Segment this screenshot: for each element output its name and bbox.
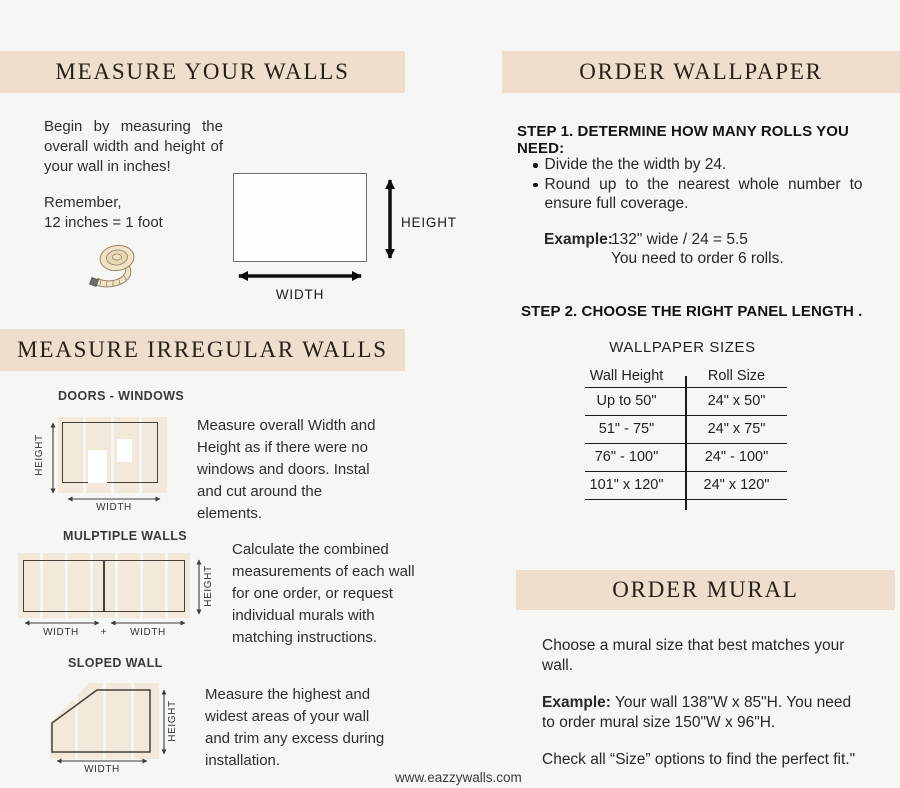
height-arrow-icon bbox=[46, 417, 60, 499]
bullet-text: Divide the the width by 24. bbox=[544, 156, 727, 173]
doors-windows-wall-outline bbox=[62, 422, 158, 483]
example-result: You need to order 6 rolls. bbox=[611, 250, 784, 267]
order-mural-title: ORDER MURAL bbox=[612, 577, 799, 602]
mural-intro-text: Choose a mural size that best matches your wall. bbox=[542, 637, 845, 674]
doors-windows-heading: DOORS - WINDOWS bbox=[58, 389, 185, 403]
bullet-item bbox=[533, 175, 863, 214]
window-shape bbox=[117, 439, 132, 462]
sloped-wall-text: Measure the highest and widest areas of your wall and trim any excess during installation. bbox=[205, 686, 385, 769]
width-label: WIDTH bbox=[84, 764, 120, 775]
measure-walls-intro: Begin by measuring the overall width and height of your wall in inches! bbox=[44, 118, 223, 175]
website-url: www.eazzywalls.com bbox=[395, 770, 522, 785]
width-arrow-icon bbox=[229, 264, 371, 288]
example-calculation: 132" wide / 24 = 5.5 bbox=[611, 231, 748, 248]
remember-line-2: 12 inches = 1 foot bbox=[44, 214, 163, 231]
measure-walls-title: MEASURE YOUR WALLS bbox=[55, 59, 350, 84]
door-shape bbox=[88, 450, 107, 483]
step2-heading: STEP 2. CHOOSE THE RIGHT PANEL LENGTH . bbox=[521, 303, 863, 320]
width-label-1: WIDTH bbox=[43, 627, 79, 638]
wall-height-cell: 76" - 100" bbox=[594, 449, 659, 465]
remember-note bbox=[44, 193, 163, 233]
measuring-tape-icon bbox=[84, 241, 150, 295]
height-label: HEIGHT bbox=[401, 215, 457, 230]
wallpaper-sizes-title: WALLPAPER SIZES bbox=[609, 339, 756, 356]
multiple-walls-text: Calculate the combined measurements of each wall for one order, or request individual murals with matching instructions. bbox=[232, 541, 415, 646]
roll-size-cell: 24" - 100" bbox=[704, 449, 769, 465]
wallpaper-sizes-table bbox=[585, 366, 787, 500]
mural-example-text bbox=[542, 693, 864, 732]
remember-line-1: Remember, bbox=[44, 194, 122, 211]
example-label: Example: bbox=[544, 231, 613, 248]
plus-sign: + bbox=[100, 627, 108, 638]
sloped-wall-heading: SLOPED WALL bbox=[68, 656, 163, 670]
example-label: Example: bbox=[542, 694, 611, 711]
step1-heading: STEP 1. DETERMINE HOW MANY ROLLS YOU NEED: bbox=[517, 123, 849, 157]
section-banner-measure-irregular-walls bbox=[0, 329, 405, 371]
wall-divider-line bbox=[103, 560, 105, 612]
sloped-wall-outline bbox=[50, 683, 160, 759]
bullet-item bbox=[533, 155, 863, 175]
example-text: Your wall 138"W x 85"H. You need to order mural size 150"W x 96"H. bbox=[542, 694, 852, 731]
multiple-walls-heading: MULPTIPLE WALLS bbox=[63, 529, 188, 543]
section-banner-measure-your-walls bbox=[0, 51, 405, 93]
width-label-2: WIDTH bbox=[130, 627, 166, 638]
column-header-wall-height: Wall Height bbox=[589, 368, 664, 384]
section-banner-order-mural bbox=[516, 570, 895, 610]
bullet-icon bbox=[533, 183, 538, 188]
order-wallpaper-title: ORDER WALLPAPER bbox=[579, 59, 823, 84]
doors-windows-text: Measure overall Width and Height as if there were no windows and doors. Instal and cut around the elements. bbox=[197, 417, 376, 522]
column-header-roll-size: Roll Size bbox=[707, 368, 766, 384]
height-arrow-icon bbox=[377, 170, 403, 268]
wall-height-cell: Up to 50" bbox=[596, 393, 657, 409]
table-column-divider bbox=[685, 376, 687, 510]
wall-height-cell: 51" - 75" bbox=[598, 421, 655, 437]
height-label: HEIGHT bbox=[166, 700, 178, 742]
irregular-walls-title: MEASURE IRREGULAR WALLS bbox=[17, 337, 388, 362]
height-label: HEIGHT bbox=[33, 434, 45, 476]
mural-note-text: Check all “Size” options to find the perfect fit." bbox=[542, 751, 856, 768]
bullet-text: Round up to the nearest whole number to ensure full coverage. bbox=[544, 175, 863, 212]
bullet-icon bbox=[533, 163, 538, 168]
step1-bullet-list bbox=[533, 155, 863, 214]
width-label: WIDTH bbox=[96, 502, 132, 513]
height-label: HEIGHT bbox=[202, 565, 214, 607]
section-banner-order-wallpaper bbox=[502, 51, 900, 93]
roll-size-cell: 24" x 120" bbox=[703, 477, 770, 493]
roll-size-cell: 24" x 75" bbox=[707, 421, 766, 437]
wall-height-cell: 101" x 120" bbox=[589, 477, 664, 493]
roll-size-cell: 24" x 50" bbox=[707, 393, 766, 409]
width-label: WIDTH bbox=[275, 287, 325, 302]
wall-diagram bbox=[233, 173, 367, 262]
